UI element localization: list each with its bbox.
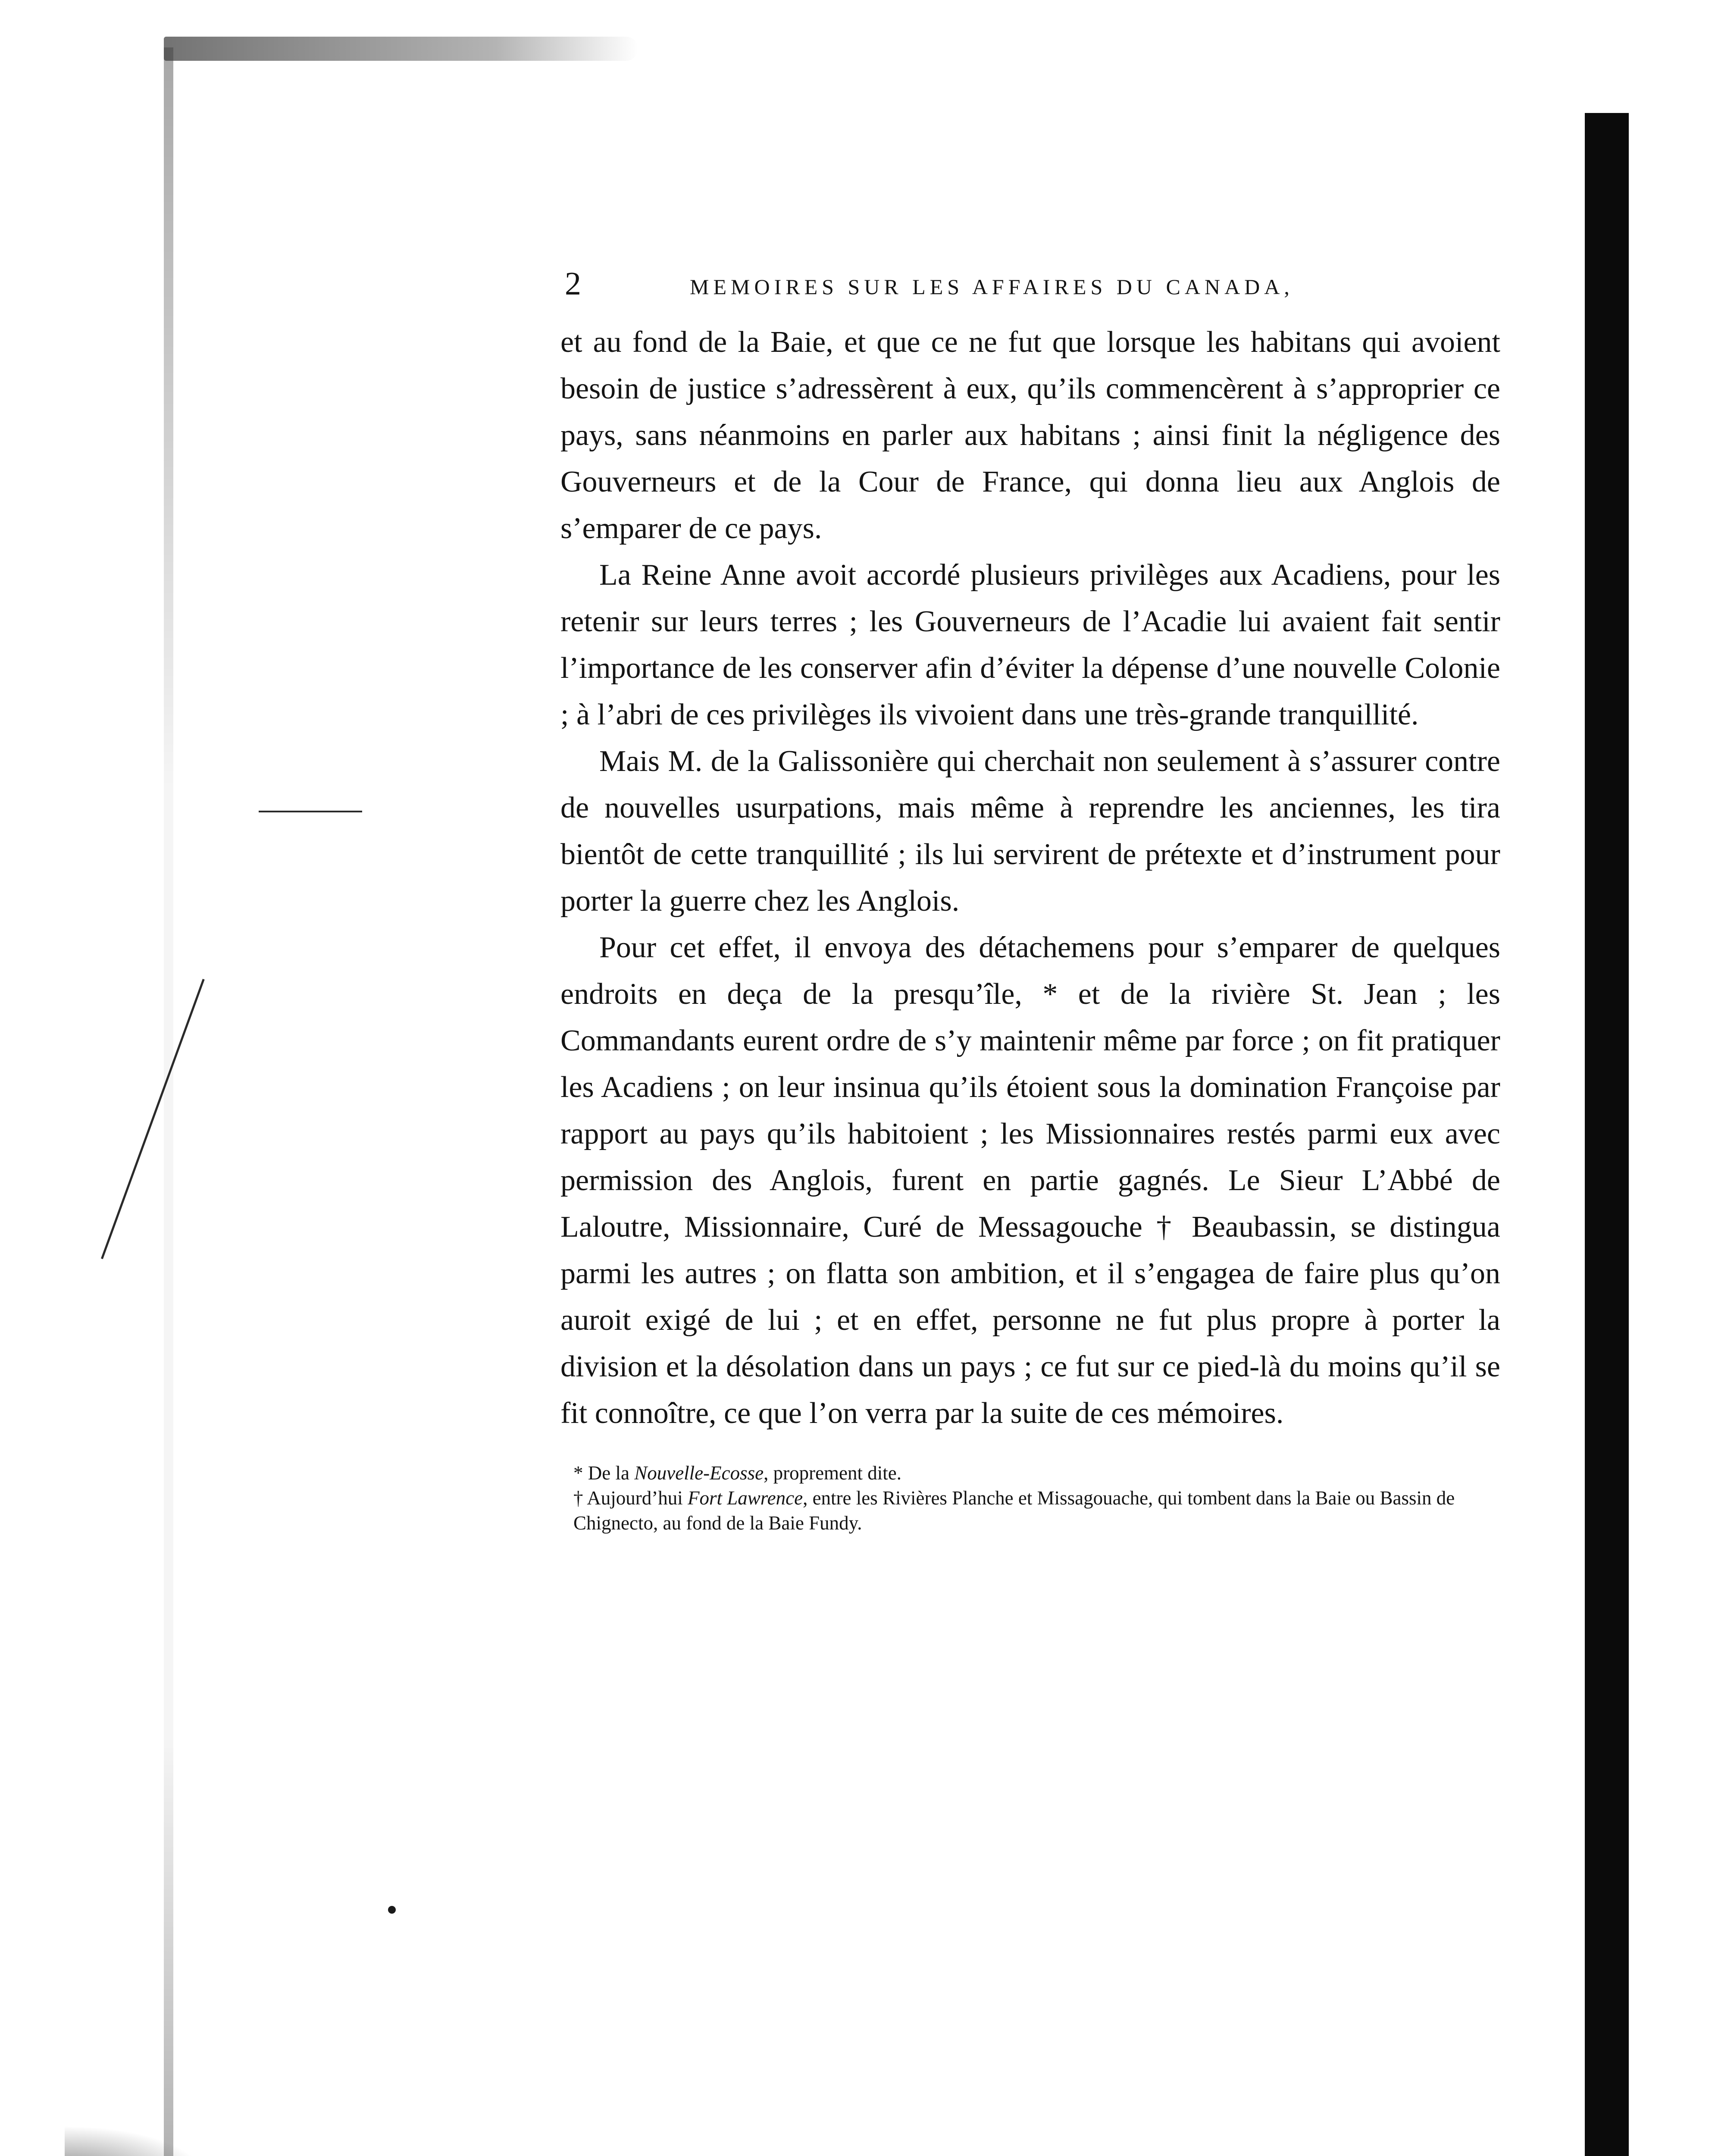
paragraph: La Reine Anne avoit accordé plusieurs privilèges aux Acadiens, pour les retenir sur leurs terres ; les Gouverneurs de l’Acadie lui avaient fait sentir l’importance de les conserver afin d’éviter la dépense d’une nouvelle Colonie ; à l’abri de ces privilèges ils vivoient dans une très-grande tranquillité.: [560, 558, 1500, 731]
margin-pencil-stroke: [101, 979, 205, 1259]
footnote-italic: Fort Lawrence: [688, 1487, 803, 1509]
scan-shadow-corner: [65, 2126, 203, 2156]
footnote-italic: Nouvelle-Ecosse: [634, 1462, 764, 1484]
paragraph: et au fond de la Baie, et que ce ne fut que lorsque les habitans qui avoient besoin de justice s’adressèrent à eux, qu’ils commencèrent à s’approprier ce pays, sans néanmoins en parler aux habitans ; ainsi finit la négligence des Gouverneurs et de la Cour de France, qui donna lieu aux Anglois de s’emparer de ce pays.: [560, 326, 1500, 545]
scan-shadow-top: [164, 37, 638, 61]
running-head-title: MEMOIRES SUR LES AFFAIRES DU CANADA,: [690, 275, 1294, 299]
footnote-text: , proprement dite.: [764, 1462, 901, 1484]
paragraph: Pour cet effet, il envoya des détachemens pour s’emparer de quelques endroits en deça de la presqu’île, * et de la rivière St. Jean ; les Commandants eurent ordre de s’y maintenir même par force ; on fit pratiquer les Acadiens ; on leur insinua qu’ils étoient sous la domination Françoise par rapport au pays qu’ils habitoient ; les Missionnaires restés parmi eux avec permission des Anglois, furent en partie gagnés. Le Sieur L’Abbé de Laloutre, Missionnaire, Curé de Messagouche † Beaubassin, se distingua parmi les autres ; on flatta son ambition, et il s’engagea de faire plus qu’on auroit exigé de lui ; et en effet, personne ne fut plus propre à porter la division et la désolation dans un pays ; ce fut sur ce pied-là du moins qu’il se fit connoître, ce que l’on verra par la suite de ces mémoires.: [560, 931, 1500, 1430]
ink-dot: [388, 1906, 396, 1914]
page-number: 2: [565, 266, 581, 302]
footnote: [560, 1460, 1500, 1485]
footnote-text: , entre les Rivières Planche et Missagouache, qui tombent dans la Baie ou Bassin de Chignecto, au fond de la Baie Fundy.: [573, 1487, 1455, 1534]
footnotes: [560, 1460, 1500, 1536]
footnote: [560, 1485, 1500, 1536]
running-head: [560, 259, 1500, 306]
scan-black-edge-right: [1585, 113, 1629, 2156]
paragraph: Mais M. de la Galissonière qui cherchait non seulement à s’assurer contre de nouvelles usurpations, mais même à reprendre les anciennes, les tira bientôt de cette tranquillité ; ils lui servirent de prétexte et d’instrument pour porter la guerre chez les Anglois.: [560, 745, 1500, 918]
body-text: [560, 319, 1500, 1437]
footnote-marker-text: † Aujourd’hui: [573, 1487, 688, 1509]
scan-shadow-left: [164, 47, 173, 2156]
margin-dash-mark: [259, 811, 362, 812]
book-page: [560, 259, 1500, 1536]
footnote-marker-text: * De la: [573, 1462, 635, 1484]
